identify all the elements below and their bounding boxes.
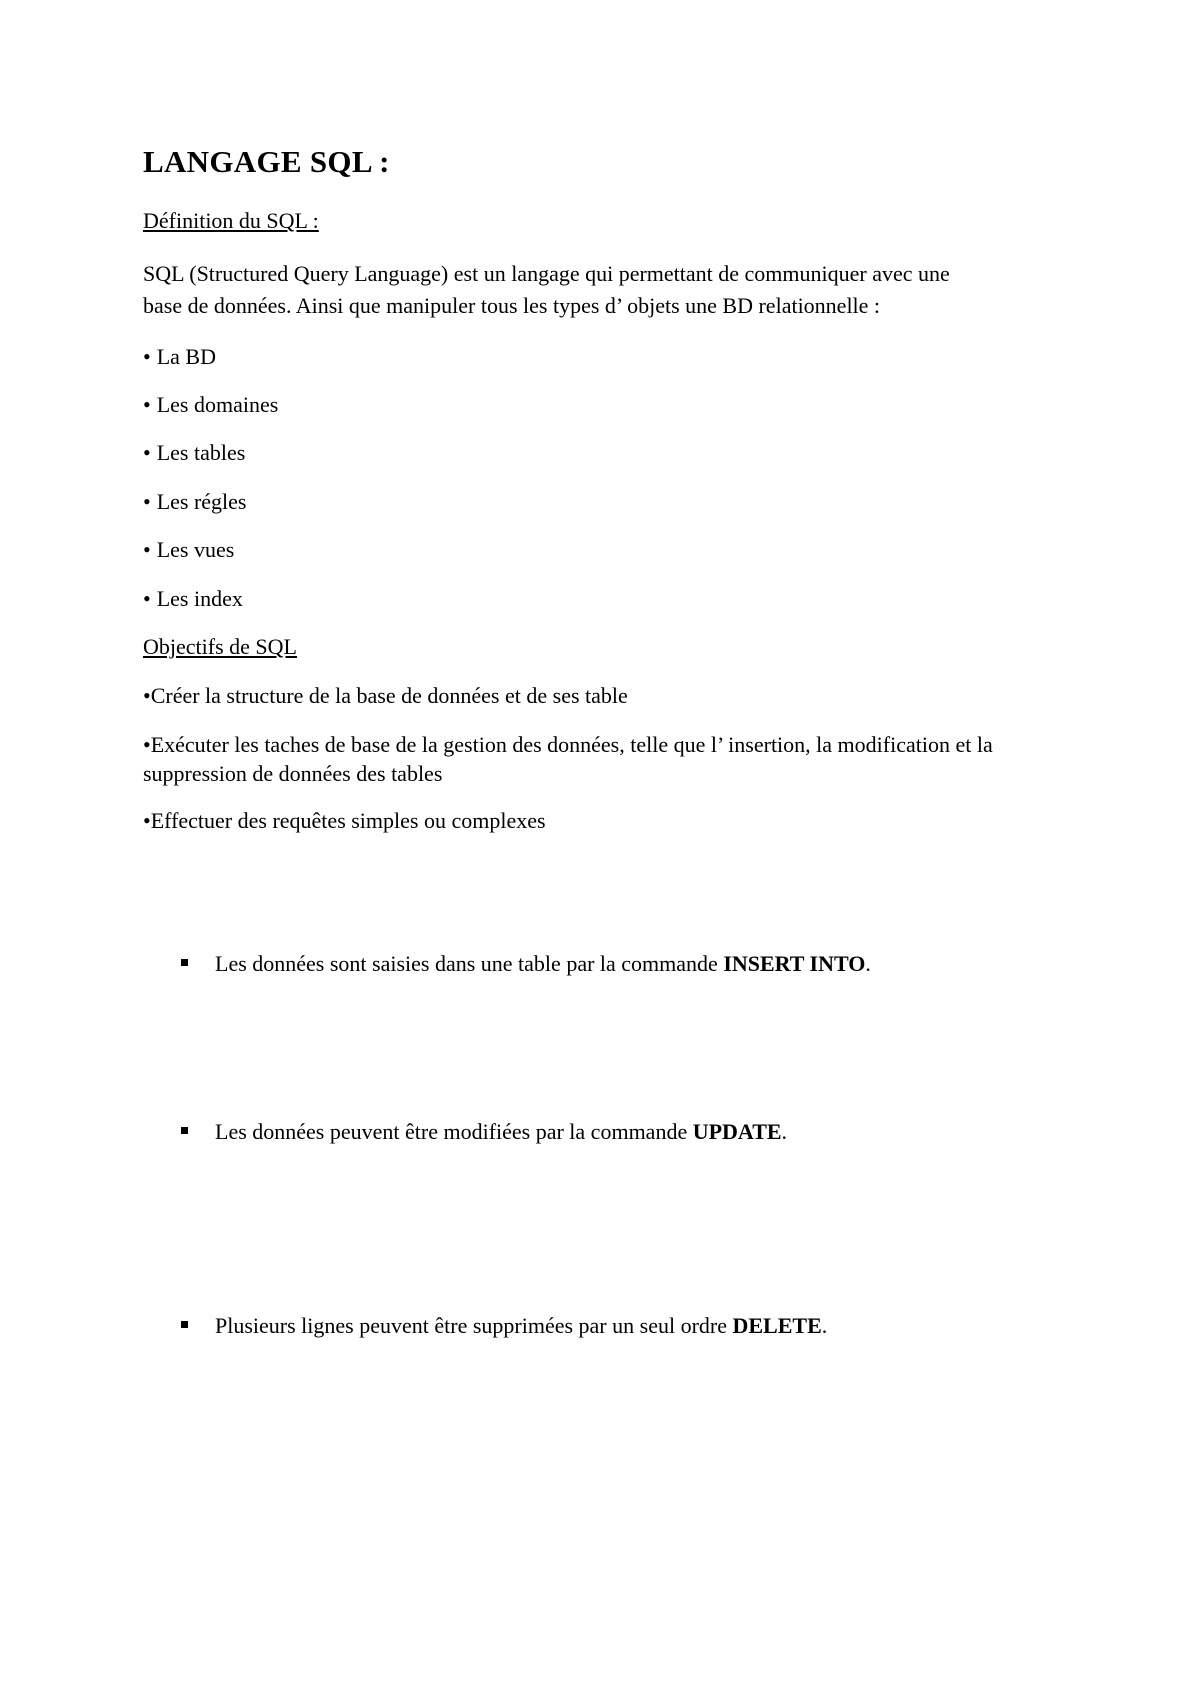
square-bullet-icon — [181, 959, 188, 966]
objective-item — [143, 682, 1073, 711]
document-title: LANGAGE SQL : — [143, 144, 390, 179]
command-keyword: UPDATE — [692, 1119, 782, 1144]
list-item-label: La BD — [156, 344, 216, 369]
command-keyword: DELETE — [732, 1313, 822, 1338]
command-keyword: INSERT INTO — [723, 951, 866, 976]
list-item-label: Les vues — [156, 537, 235, 562]
objectives-heading: Objectifs de SQL — [143, 634, 297, 659]
list-item — [143, 391, 1073, 420]
objective-item — [143, 731, 1073, 788]
bullet-icon: • — [143, 489, 151, 514]
bullet-icon: • — [143, 732, 151, 757]
list-item-label: Les domaines — [156, 392, 279, 417]
list-item-label: Les tables — [156, 440, 246, 465]
bullet-icon: • — [143, 683, 151, 708]
bullet-icon: • — [143, 808, 151, 833]
objective-item — [143, 807, 1073, 836]
command-item-insert — [181, 950, 871, 979]
command-text: Les données sont saisies dans une table par la commande — [215, 951, 724, 976]
definition-line-2: base de données. Ainsi que manipuler tous les types d’ objets une BD relationnelle : — [143, 293, 881, 318]
command-item-delete — [181, 1312, 827, 1341]
list-item — [143, 585, 1073, 614]
list-item — [143, 488, 1073, 517]
command-text: Plusieurs lignes peuvent être supprimées par un seul ordre — [215, 1313, 733, 1338]
list-item — [143, 536, 1073, 565]
objective-text: Exécuter les taches de base de la gestion des données, telle que l’ insertion, la modification et la suppression de données des tables — [143, 732, 993, 786]
list-item-label: Les index — [156, 586, 243, 611]
square-bullet-icon — [181, 1127, 188, 1134]
objective-text: Effectuer des requêtes simples ou complexes — [150, 808, 546, 833]
square-bullet-icon — [181, 1321, 188, 1328]
bullet-icon: • — [143, 537, 151, 562]
bullet-icon: • — [143, 392, 151, 417]
command-end: . — [865, 951, 871, 976]
command-text: Les données peuvent être modifiées par la commande — [215, 1119, 693, 1144]
command-end: . — [781, 1119, 788, 1144]
definition-line-1: SQL (Structured Query Language) est un langage qui permettant de communiquer avec une — [143, 261, 950, 286]
bullet-icon: • — [143, 586, 151, 611]
bullet-icon: • — [143, 344, 151, 369]
bullet-icon: • — [143, 440, 151, 465]
command-item-update — [181, 1118, 787, 1147]
command-end: . — [821, 1313, 828, 1338]
list-item — [143, 439, 1073, 468]
list-item — [143, 343, 1073, 372]
objective-text: Créer la structure de la base de données et de ses table — [150, 683, 628, 708]
list-item-label: Les régles — [156, 489, 247, 514]
definition-heading: Définition du SQL : — [143, 208, 319, 233]
